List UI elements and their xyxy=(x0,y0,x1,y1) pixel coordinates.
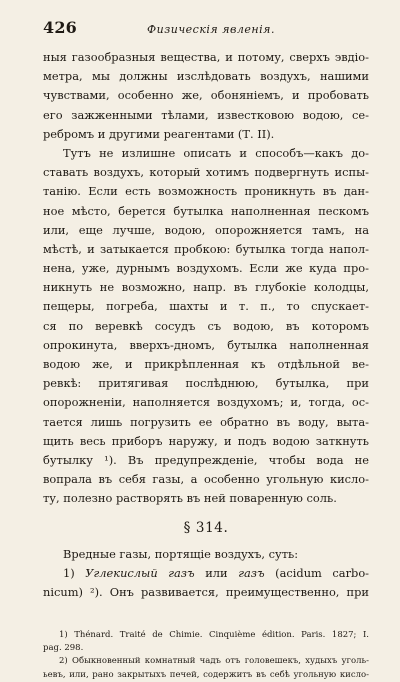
paragraph-air-sampling xyxy=(43,144,369,509)
footnote-line: 1) Thénard. Traité de Chimie. Cinquième édition. Paris. 1827; I. xyxy=(59,630,369,641)
text-line: Тутъ не излишне описать и способъ—какъ до- xyxy=(63,145,369,160)
paragraph-continuation xyxy=(43,48,369,144)
running-title: Физическія явленія. xyxy=(147,23,275,36)
footnote-line: pag. 298. xyxy=(43,643,84,654)
text-line: пещеры, погреба, шахты и т. п., то спускает- xyxy=(43,299,369,314)
gas-name-italic: Углекислый газъ xyxy=(85,565,195,580)
section-heading: § 314. xyxy=(183,519,229,536)
text-line: его зажженными тѣлами, известковою водою, се- xyxy=(43,107,369,122)
text-line: щить весь приборъ наружу, и подъ водою заткнуть xyxy=(43,433,369,448)
footnote-line: 2) Обыкновенный комнатный чадъ отъ головешекъ, худыхъ уголь- xyxy=(59,656,369,667)
gas-name-italic: газъ xyxy=(238,565,265,580)
text-line: ся по веревкѣ сосудъ съ водою, въ которомъ xyxy=(43,318,369,333)
text-line: Вредные газы, портящіе воздухъ, суть: xyxy=(63,546,299,561)
text-line: ное мѣсто, берется бутылка наполненная пескомъ xyxy=(43,203,369,218)
text-line: мѣстѣ, и затыкается пробкою: бутылка тогда напол- xyxy=(43,241,369,256)
page-header xyxy=(43,18,369,40)
paragraph-harmful-gases xyxy=(43,545,369,603)
text-line: опорожненіи, наполняется воздухомъ; и, тогда, ос- xyxy=(43,395,369,410)
text-line: тается лишь погрузить ее обратно въ воду, выта- xyxy=(43,414,369,429)
text-line: вопрала въ себя газы, а особенно угольную кисло- xyxy=(43,472,369,487)
footnotes xyxy=(43,629,369,682)
footnote-line: ьевъ, или, рано закрытыхъ печей, содержитъ въ себѣ угольную кисло- xyxy=(43,669,369,680)
page-number: 426 xyxy=(43,18,77,37)
text-line: ту, полезно растворять въ ней поваренную соль. xyxy=(43,491,337,506)
text-line: или, еще лучше, водою, опорожняется тамъ, на xyxy=(43,222,369,237)
text-line: ребромъ и другими реагентами (Т. II). xyxy=(43,126,275,141)
text-line: нена, уже, дурнымъ воздухомъ. Если же куда про- xyxy=(43,261,369,276)
text-line: ставать воздухъ, который хотимъ подвергнуть испы- xyxy=(43,165,369,180)
text-line: чувствами, особенно же, обоняніемъ, и пробовать xyxy=(43,88,369,103)
text-line: опрокинута, вверхъ-дномъ, бутылка наполненная xyxy=(43,337,369,352)
text-line: ревкѣ: притягивая послѣднюю, бутылка, при xyxy=(43,376,369,391)
text-line: метра, мы должны изслѣдовать воздухъ, нашими xyxy=(43,69,369,84)
latin-name: (acidum carbo- xyxy=(275,565,369,580)
text-line: ныя газообразныя вещества, и потому, сверхъ эвдіо- xyxy=(43,50,369,64)
text-line: бутылку ¹). Въ предупрежденіе, чтобы вода не xyxy=(43,452,369,467)
text-line: танію. Если есть возможность проникнуть въ дан- xyxy=(43,184,369,199)
text-line xyxy=(43,564,369,583)
text-line: nicum) ²). Онъ развивается, преимущественно, при xyxy=(43,584,369,599)
text-line: водою же, и прикрѣпленная къ отдѣльной ве- xyxy=(43,357,369,371)
list-marker: 1) xyxy=(63,565,75,580)
text-line: никнуть не возможно, напр. въ глубокіе колодцы, xyxy=(43,280,369,295)
connector-word: или xyxy=(205,565,228,580)
